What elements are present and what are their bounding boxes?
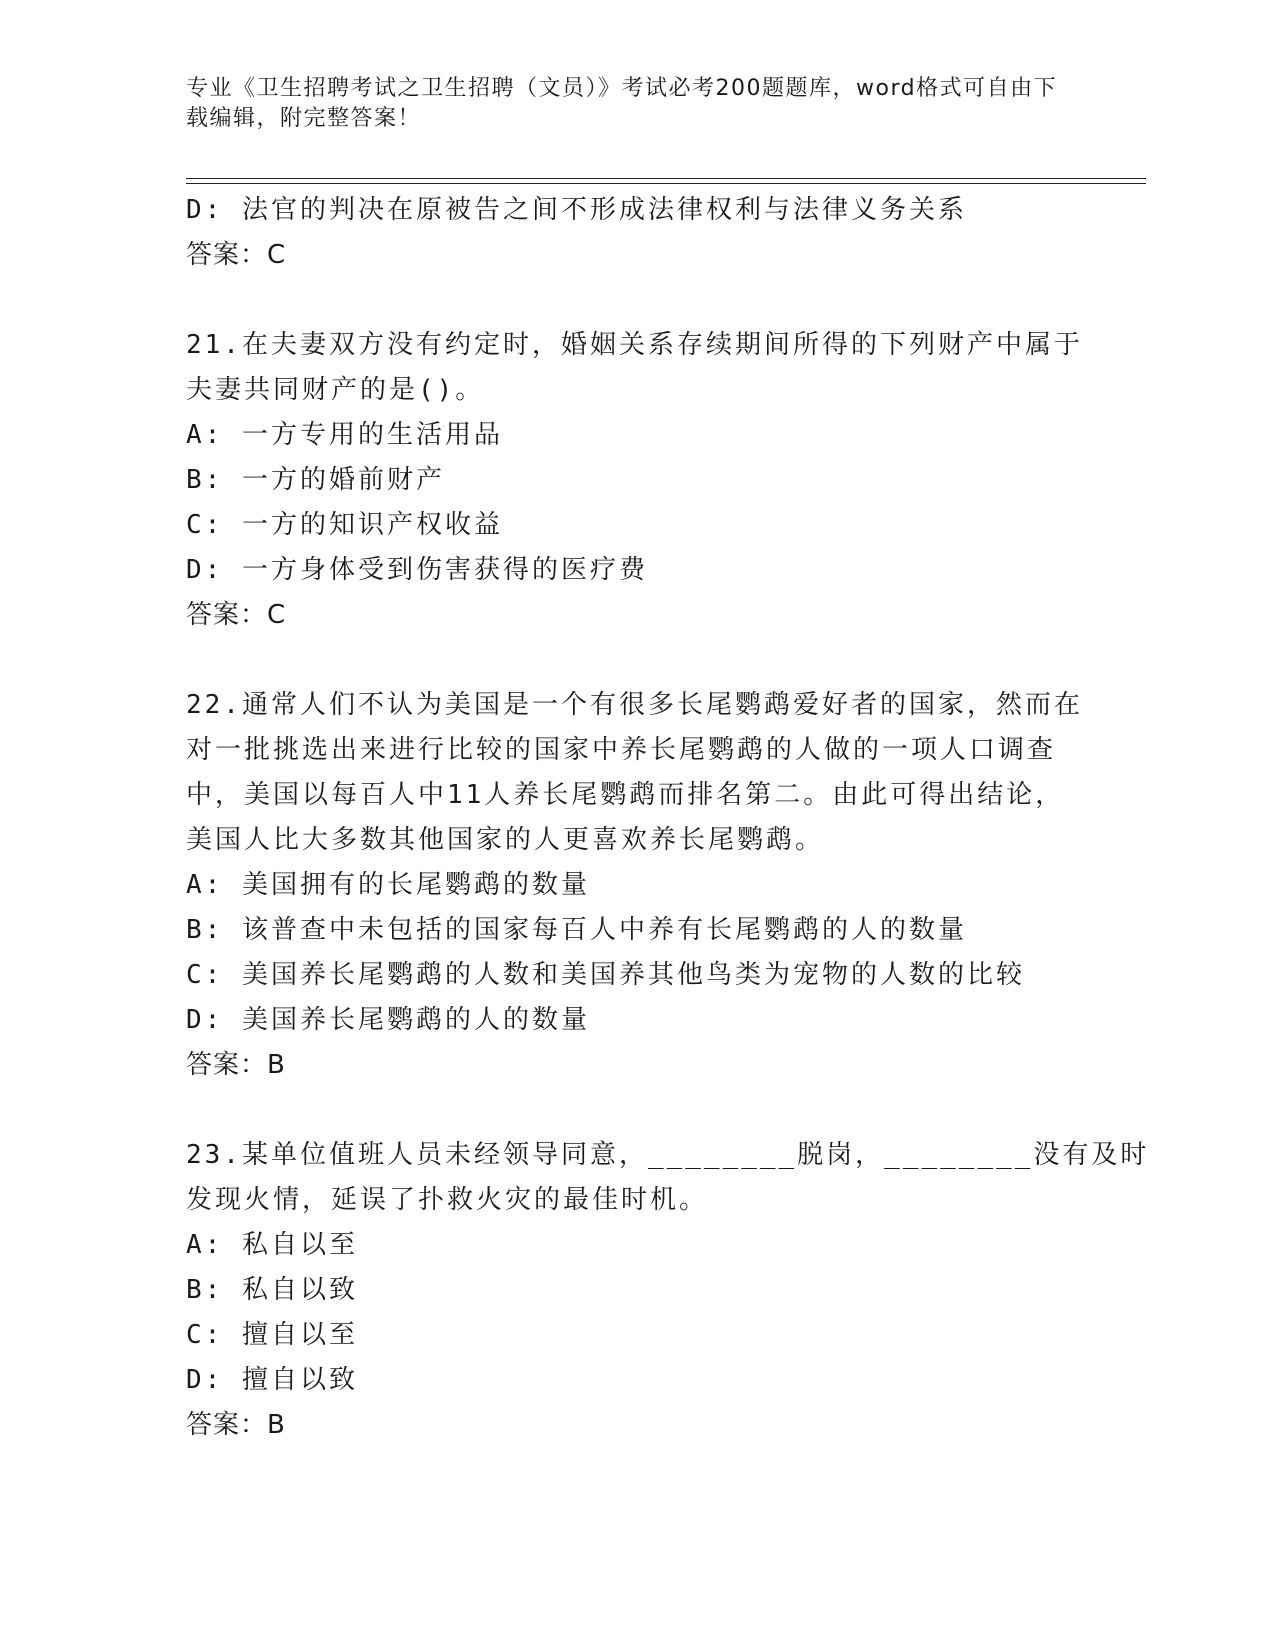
option-a: A: 美国拥有的长尾鹦鹉的数量 <box>186 870 590 900</box>
document-body <box>186 188 1150 1448</box>
question-stem: 夫妻共同财产的是()。 <box>186 375 485 405</box>
option-b: B: 私自以致 <box>186 1275 358 1305</box>
previous-question-tail <box>186 188 1086 278</box>
answer-line: 答案：C <box>186 240 287 270</box>
option-c: C: 美国养长尾鹦鹉的人数和美国养其他鸟类为宠物的人数的比较 <box>186 960 1025 990</box>
spacer <box>186 638 1086 683</box>
spacer <box>186 278 1086 323</box>
spacer <box>186 1088 1086 1133</box>
question-stem: 21.在夫妻双方没有约定时，婚姻关系存续期间所得的下列财产中属于 <box>186 330 1083 360</box>
question-23 <box>186 1133 1150 1448</box>
option-b: B: 一方的婚前财产 <box>186 465 445 495</box>
question-22 <box>186 683 1086 1088</box>
answer-line: 答案：B <box>186 1410 286 1440</box>
question-21 <box>186 323 1086 638</box>
header-rule-top <box>186 178 1146 179</box>
header-rule-bottom <box>186 183 1146 184</box>
question-stem: 对一批挑选出来进行比较的国家中养长尾鹦鹉的人做的一项人口调查 <box>186 735 1057 765</box>
option-a: A: 私自以至 <box>186 1230 358 1260</box>
option-d: D: 法官的判决在原被告之间不形成法律权利与法律义务关系 <box>186 195 967 225</box>
option-b: B: 该普查中未包括的国家每百人中养有长尾鹦鹉的人的数量 <box>186 915 967 945</box>
question-stem: 发现火情，延误了扑救火灾的最佳时机。 <box>186 1185 709 1215</box>
answer-line: 答案：B <box>186 1050 286 1080</box>
option-a: A: 一方专用的生活用品 <box>186 420 503 450</box>
option-c: C: 擅自以至 <box>186 1320 358 1350</box>
option-c: C: 一方的知识产权收益 <box>186 510 503 540</box>
option-d: D: 一方身体受到伤害获得的医疗费 <box>186 555 648 585</box>
question-stem: 中，美国以每百人中11人养长尾鹦鹉而排名第二。由此可得出结论， <box>186 780 1065 810</box>
question-stem: 23.某单位值班人员未经领导同意，________脱岗，________没有及时 <box>186 1140 1150 1170</box>
page-header: 专业《卫生招聘考试之卫生招聘（文员）》考试必考200题题库，word格式可自由下载编辑，附完整答案！ <box>186 76 1058 131</box>
option-d: D: 擅自以致 <box>186 1365 358 1395</box>
answer-line: 答案：C <box>186 600 287 630</box>
question-stem: 美国人比大多数其他国家的人更喜欢养长尾鹦鹉。 <box>186 825 825 855</box>
option-d: D: 美国养长尾鹦鹉的人的数量 <box>186 1005 590 1035</box>
question-stem: 22.通常人们不认为美国是一个有很多长尾鹦鹉爱好者的国家，然而在 <box>186 690 1083 720</box>
